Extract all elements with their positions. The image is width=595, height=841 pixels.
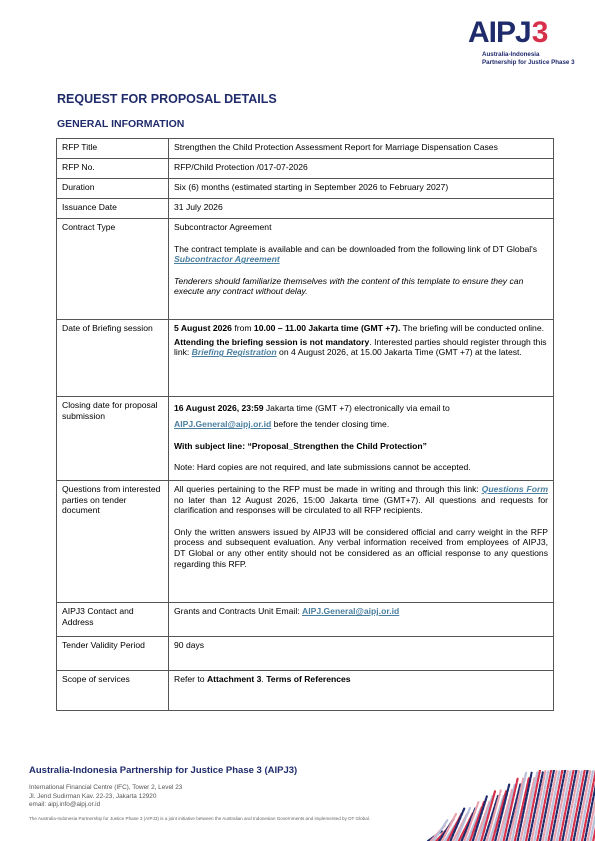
footer-title: Australia-Indonesia Partnership for Justice Phase 3 (AIPJ3) (29, 765, 298, 776)
row-value (169, 603, 554, 637)
row-value: Six (6) months (estimated starting in September 2026 to February 2027) (169, 179, 554, 199)
row-value (169, 219, 554, 320)
footer-email: email: aipj.info@aipj.or.id (29, 801, 101, 809)
table-row (57, 199, 554, 219)
decorative-pattern-icon (420, 770, 595, 841)
briefing-register-prefix: . Interested parties should register through this link: (174, 336, 547, 358)
table-row (57, 637, 554, 671)
row-label: RFP No. (57, 159, 169, 179)
contract-template-prefix: The contract template is available and can be downloaded from the following link of DT Global's (174, 243, 538, 254)
table-row (57, 603, 554, 637)
briefing-date-text (174, 323, 548, 334)
closing-date-mid: Jakarta time (GMT +7) electronically via email to (263, 403, 450, 413)
closing-date-rest: before the tender closing time. (271, 419, 390, 429)
row-value (169, 397, 554, 481)
questions-form-link[interactable]: Questions Form (481, 484, 548, 494)
questions-text (174, 484, 548, 516)
closing-date: 16 August 2026, 23:59 (174, 403, 264, 413)
closing-date-text (174, 400, 548, 432)
hard-copy-note: Note: Hard copies are not required, and late submissions cannot be accepted. (174, 461, 471, 472)
row-value (169, 320, 554, 397)
logo-mark-number: 3 (531, 16, 548, 49)
briefing-date: 5 August 2026 (174, 323, 232, 333)
logo-mark (468, 18, 578, 48)
logo-subtitle-line1: Australia-Indonesia (482, 51, 540, 58)
contract-note: Tenderers should familiarize themselves with the content of this template to ensure they can execute any contract without delay. (174, 275, 524, 297)
row-value: RFP/Child Protection /017-07-2026 (169, 159, 554, 179)
row-label: Scope of services (57, 671, 169, 711)
table-row (57, 179, 554, 199)
table-row (57, 320, 554, 397)
section-title: GENERAL INFORMATION (57, 118, 185, 130)
row-label: Duration (57, 179, 169, 199)
row-label: AIPJ3 Contact and Address (57, 603, 169, 637)
briefing-online: The briefing will be conducted online. (400, 323, 544, 333)
logo-subtitle-line2: Partnership for Justice Phase 3 (482, 58, 575, 66)
contract-template-text (174, 244, 548, 265)
table-row (57, 671, 554, 711)
row-value (169, 481, 554, 603)
table-row (57, 159, 554, 179)
footer-address (29, 784, 429, 810)
row-label: Contract Type (57, 219, 169, 320)
contact-prefix: Grants and Contracts Unit Email: (174, 606, 302, 616)
footer-address-line2: Jl. Jend Sudirman Kav. 22-23, Jakarta 12920 (29, 792, 157, 800)
logo-subtitle (482, 51, 578, 66)
briefing-register-deadline: on 4 August 2026, at 15.00 Jakarta Time (GMT +7) at the latest. (276, 347, 522, 358)
footer (29, 765, 429, 821)
row-label: Tender Validity Period (57, 637, 169, 671)
row-label: Issuance Date (57, 199, 169, 219)
table-row (57, 397, 554, 481)
footer-address-line1: International Financial Centre (IFC), Tower 2, Level 23 (29, 784, 183, 791)
rfp-details-table (56, 138, 554, 711)
row-label: Date of Briefing session (57, 320, 169, 397)
questions-prefix: All queries pertaining to the RFP must be made in writing and through this link: (174, 484, 482, 494)
questions-rest: no later than 12 August 2026, 15:00 Jakarta time (GMT+7). All questions and requests for clarification and responses will be circulated to all RFP recipients. (174, 494, 548, 516)
scope-attachment: Attachment 3 (206, 674, 262, 684)
briefing-time: 10.00 – 11.00 Jakarta time (GMT +7). (253, 323, 401, 333)
row-value: 90 days (169, 637, 554, 671)
subject-line-text: With subject line: “Proposal_Strengthen the Child Protection” (174, 441, 427, 451)
contract-type-text: Subcontractor Agreement (174, 222, 272, 232)
briefing-registration-text (174, 337, 548, 358)
aipj3-logo (468, 18, 578, 66)
page-title: REQUEST FOR PROPOSAL DETAILS (57, 92, 277, 106)
briefing-registration-link[interactable]: Briefing Registration (191, 347, 277, 358)
subcontractor-agreement-link[interactable]: Subcontractor Agreement (174, 254, 280, 265)
row-value (169, 671, 554, 711)
row-label: Questions from interested parties on tender document (57, 481, 169, 603)
closing-email-link[interactable]: AIPJ.General@aipj.or.id (174, 419, 272, 429)
briefing-not-mandatory: Attending the briefing session is not mandatory (174, 336, 370, 347)
row-value: Strengthen the Child Protection Assessment Report for Marriage Dispensation Cases (169, 139, 554, 159)
official-answers-text: Only the written answers issued by AIPJ3 will be considered official and carry weight in the RFP process and subsequent evaluation. Any verbal information received from employees of AIPJ3, DT Global or any other entity should not be considered as an official response to any questions regarding this RFP. (174, 526, 548, 569)
table-row (57, 139, 554, 159)
scope-separator: . (261, 674, 267, 684)
footer-note: The Australia-Indonesia Partnership for Justice Phase 3 (AIPJ3) is a joint initiative between the Australian and Indonesian Governments and implemented by DT Global. (29, 815, 371, 821)
row-value: 31 July 2026 (169, 199, 554, 219)
row-label: RFP Title (57, 139, 169, 159)
contact-email-link[interactable]: AIPJ.General@aipj.or.id (302, 606, 400, 616)
logo-mark-text: AIPJ (468, 16, 531, 49)
scope-prefix: Refer to (174, 674, 207, 684)
table-row (57, 219, 554, 320)
briefing-from: from (231, 323, 254, 333)
row-label: Closing date for proposal submission (57, 397, 169, 481)
scope-tor: Terms of References (266, 674, 351, 684)
table-row (57, 481, 554, 603)
